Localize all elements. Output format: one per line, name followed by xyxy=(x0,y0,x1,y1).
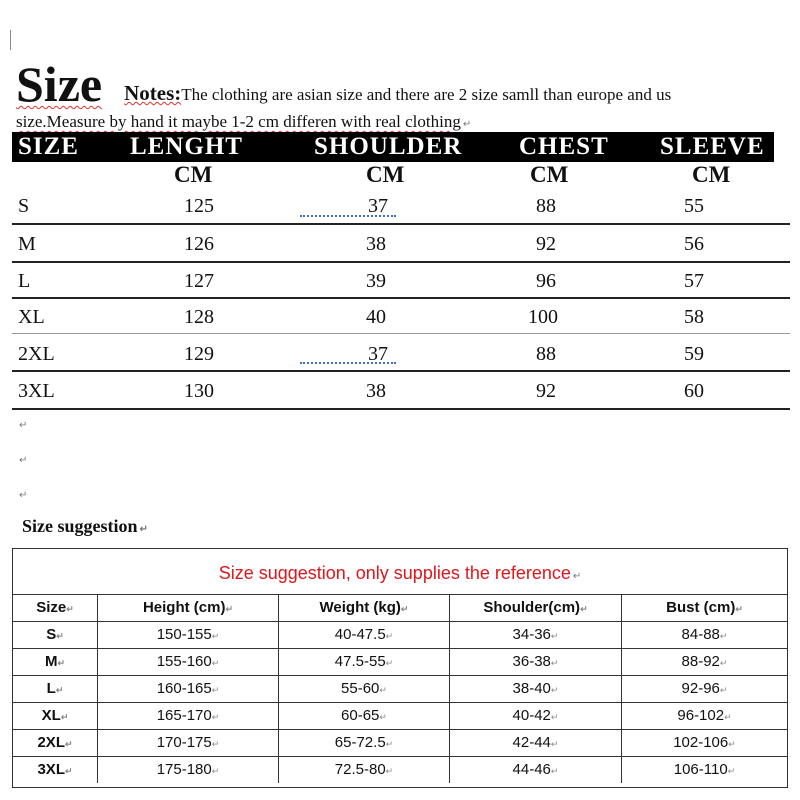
row-divider xyxy=(12,370,790,372)
row-divider xyxy=(12,408,790,410)
cell-chest: 92 xyxy=(536,233,556,255)
cell-weight: 72.5-80↵ xyxy=(278,756,449,783)
cell-chest: 92 xyxy=(536,380,556,402)
cell-size: L xyxy=(18,270,31,292)
unit-shoulder: CM xyxy=(366,162,405,187)
suggestion-table xyxy=(12,548,788,788)
cell-sleeve: 58 xyxy=(684,306,704,328)
cell-height: 165-170↵ xyxy=(97,702,278,729)
suggestion-header-row xyxy=(13,594,787,622)
cell-chest: 88 xyxy=(536,343,556,365)
cell-sleeve: 57 xyxy=(684,270,704,292)
cell-size: 3XL↵ xyxy=(37,761,73,778)
measure-table-header xyxy=(12,132,774,162)
paragraph-mark-icon: ↵ xyxy=(139,524,148,535)
cell-height: 155-160↵ xyxy=(97,648,278,675)
cell-bust: 106-110↵ xyxy=(621,756,787,783)
cell-size: 2XL↵ xyxy=(37,734,73,751)
col-header-height: Height (cm)↵ xyxy=(97,594,278,621)
cell-bust: 88-92↵ xyxy=(621,648,787,675)
row-divider xyxy=(12,223,790,225)
cell-sleeve: 59 xyxy=(684,343,704,365)
cell-length: 125 xyxy=(184,195,214,217)
suggestion-banner xyxy=(13,549,787,595)
suggestion-banner-text: Size suggestion, only supplies the reference xyxy=(218,563,571,583)
cell-chest: 100 xyxy=(528,306,558,328)
row-divider xyxy=(12,261,790,263)
spellcheck-underline xyxy=(300,356,396,364)
row-divider xyxy=(12,333,790,334)
cell-bust: 102-106↵ xyxy=(621,729,787,756)
cell-length: 126 xyxy=(184,233,214,255)
cell-chest: 96 xyxy=(536,270,556,292)
paragraph-mark-icon: ↵ xyxy=(19,490,28,501)
cell-weight: 47.5-55↵ xyxy=(278,648,449,675)
cell-chest: 88 xyxy=(536,195,556,217)
cell-length: 127 xyxy=(184,270,214,292)
cell-weight: 55-60↵ xyxy=(278,675,449,702)
notes-line-1: The clothing are asian size and there are 2 size samll than europe and us xyxy=(181,85,672,104)
cell-weight: 65-72.5↵ xyxy=(278,729,449,756)
cell-height: 170-175↵ xyxy=(97,729,278,756)
cell-length: 129 xyxy=(184,343,214,365)
cell-length: 128 xyxy=(184,306,214,328)
cell-size: S↵ xyxy=(46,626,64,643)
notes-line-2: size.Measure by hand it maybe 1-2 cm differen with real clothing xyxy=(16,112,461,131)
cell-height: 160-165↵ xyxy=(97,675,278,702)
cell-shoulder: 40-42↵ xyxy=(449,702,621,729)
page-title: Size xyxy=(16,56,103,112)
col-header-size: Size↵ xyxy=(36,599,74,616)
cell-size: 2XL xyxy=(18,343,55,365)
cell-bust: 92-96↵ xyxy=(621,675,787,702)
text-cursor-mark xyxy=(10,30,11,50)
suggestion-section-title xyxy=(22,516,148,537)
table-row xyxy=(13,729,787,757)
table-row xyxy=(13,675,787,703)
title-block xyxy=(16,56,786,112)
cell-size: L↵ xyxy=(46,680,64,697)
col-header-sleeve: SLEEVE xyxy=(660,133,765,160)
table-row xyxy=(13,756,787,783)
cell-shoulder: 40 xyxy=(366,306,386,328)
cell-shoulder: 34-36↵ xyxy=(449,621,621,648)
cell-shoulder: 37 xyxy=(368,343,388,365)
cell-size: M↵ xyxy=(44,653,66,670)
suggestion-title-text: Size suggestion xyxy=(22,516,138,536)
paragraph-mark-icon: ↵ xyxy=(19,420,28,431)
col-header-size: SIZE xyxy=(18,133,79,160)
unit-chest: CM xyxy=(530,162,569,187)
cell-weight: 60-65↵ xyxy=(278,702,449,729)
cell-shoulder: 36-38↵ xyxy=(449,648,621,675)
cell-shoulder: 38 xyxy=(366,233,386,255)
table-row xyxy=(13,621,787,649)
cell-weight: 40-47.5↵ xyxy=(278,621,449,648)
cell-shoulder: 42-44↵ xyxy=(449,729,621,756)
cell-sleeve: 60 xyxy=(684,380,704,402)
paragraph-mark-icon: ↵ xyxy=(572,571,582,582)
cell-sleeve: 55 xyxy=(684,195,704,217)
cell-sleeve: 56 xyxy=(684,233,704,255)
row-divider xyxy=(12,297,790,299)
cell-shoulder: 39 xyxy=(366,270,386,292)
cell-height: 150-155↵ xyxy=(97,621,278,648)
notes-line-2-wrap xyxy=(16,112,471,132)
col-header-length: LENGHT xyxy=(130,133,243,160)
col-header-chest: CHEST xyxy=(519,133,609,160)
col-header-shoulder: SHOULDER xyxy=(314,133,463,160)
paragraph-mark-icon: ↵ xyxy=(462,119,472,130)
cell-bust: 84-88↵ xyxy=(621,621,787,648)
paragraph-mark-icon: ↵ xyxy=(19,455,28,466)
col-header-shoulder: Shoulder(cm)↵ xyxy=(449,594,621,621)
notes-label: Notes: xyxy=(124,81,182,105)
table-row xyxy=(0,303,800,340)
cell-size: 3XL xyxy=(18,380,55,402)
unit-length: CM xyxy=(174,162,213,187)
spellcheck-underline xyxy=(300,209,396,217)
cell-size: XL xyxy=(18,306,45,328)
cell-shoulder: 37 xyxy=(368,195,388,217)
cell-size: S xyxy=(18,195,30,217)
cell-size: M xyxy=(18,233,36,255)
unit-sleeve: CM xyxy=(692,162,731,187)
cell-bust: 96-102↵ xyxy=(621,702,787,729)
cell-height: 175-180↵ xyxy=(97,756,278,783)
cell-shoulder: 44-46↵ xyxy=(449,756,621,783)
table-row xyxy=(13,702,787,730)
col-header-bust: Bust (cm)↵ xyxy=(621,594,787,621)
cell-shoulder: 38-40↵ xyxy=(449,675,621,702)
cell-shoulder: 38 xyxy=(366,380,386,402)
table-row xyxy=(13,648,787,676)
cell-length: 130 xyxy=(184,380,214,402)
col-header-weight: Weight (kg)↵ xyxy=(278,594,449,621)
cell-size: XL↵ xyxy=(41,707,69,724)
